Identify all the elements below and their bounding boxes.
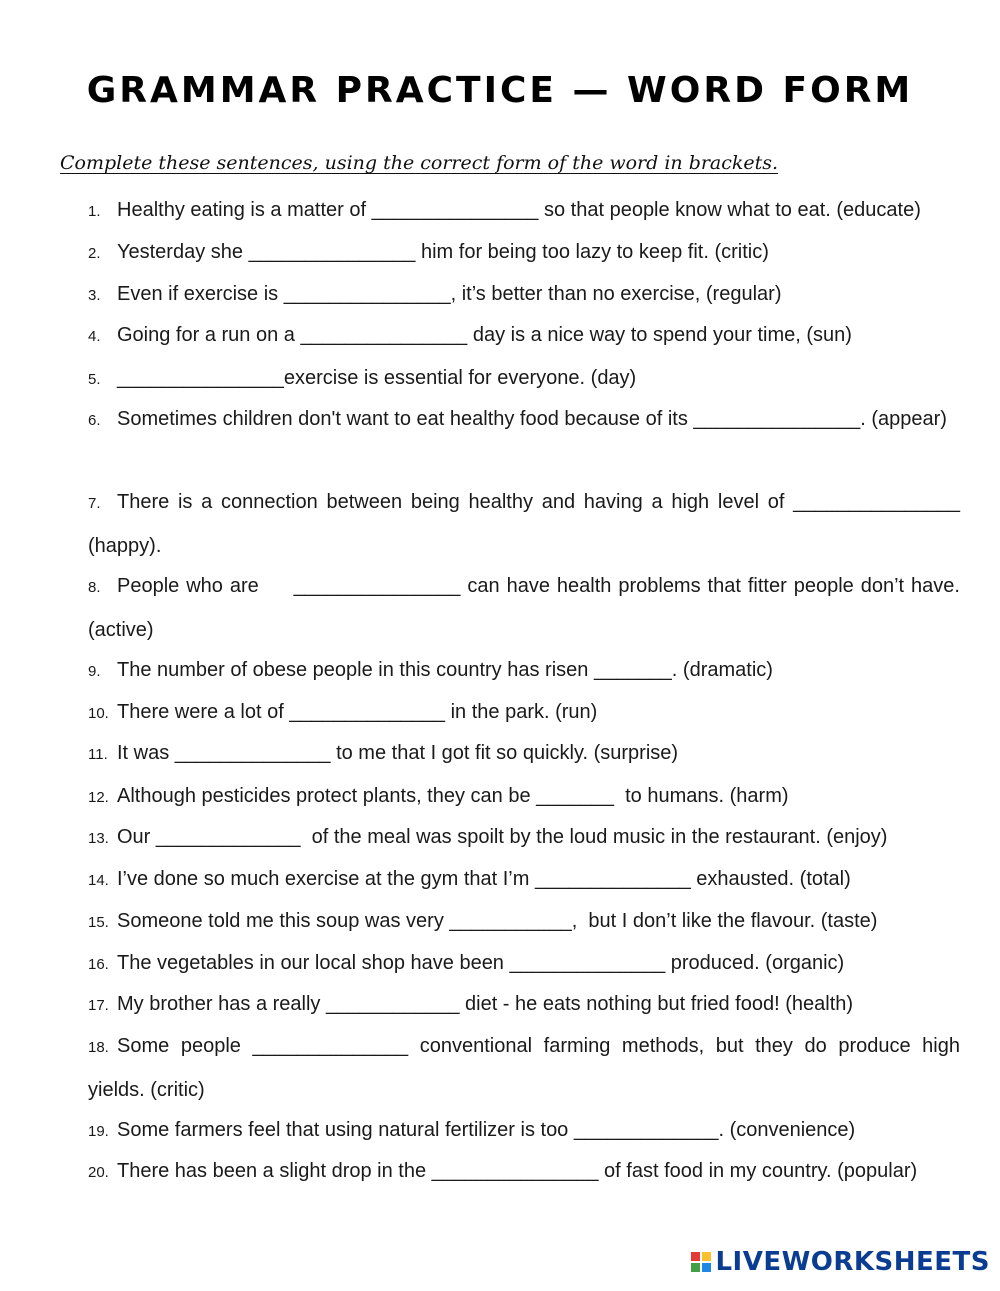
question-text: Sometimes children don't want to eat healthy food because of its _______________. (appear) (117, 408, 947, 430)
question-number: 8. (88, 579, 101, 596)
question-text: The number of obese people in this country has risen _______. (dramatic) (117, 659, 773, 681)
question-text: Healthy eating is a matter of _______________ so that people know what to eat. (educate) (117, 199, 921, 221)
question-20[interactable] (88, 1150, 960, 1194)
question-text: Even if exercise is _______________, it’s better than no exercise, (regular) (117, 283, 782, 305)
logo-block-blue (702, 1263, 711, 1272)
question-text: The vegetables in our local shop have been ______________ produced. (organic) (117, 952, 845, 974)
question-text: Our _____________ of the meal was spoilt by the loud music in the restaurant. (enjoy) (117, 826, 888, 848)
question-text: My brother has a really ____________ diet - he eats nothing but fried food! (health) (117, 993, 854, 1015)
question-6[interactable] (88, 398, 960, 442)
page-title: GRAMMAR PRACTICE — WORD FORM (86, 70, 914, 111)
question-number: 2. (88, 245, 101, 262)
question-text: There were a lot of ______________ in the park. (run) (117, 701, 598, 723)
question-text: People who are _______________ can have health problems that fitter people don’t have. (active) (88, 575, 966, 641)
question-10[interactable] (88, 691, 960, 735)
question-9[interactable] (88, 649, 960, 693)
question-text: Yesterday she _______________ him for being too lazy to keep fit. (critic) (117, 241, 769, 263)
question-11[interactable] (88, 732, 960, 776)
question-number: 5. (88, 371, 101, 388)
question-number: 6. (88, 412, 101, 429)
question-18[interactable] (88, 1025, 966, 1111)
question-3[interactable] (88, 273, 960, 317)
question-text: _______________exercise is essential for everyone. (day) (117, 367, 637, 389)
question-number: 18. (88, 1039, 109, 1056)
question-number: 4. (88, 328, 101, 345)
question-text: Someone told me this soup was very ___________, but I don’t like the flavour. (taste) (117, 910, 878, 932)
question-4[interactable] (88, 314, 960, 358)
question-19[interactable] (88, 1109, 960, 1153)
question-text: I’ve done so much exercise at the gym that I’m ______________ exhausted. (total) (117, 868, 851, 890)
question-12[interactable] (88, 775, 960, 819)
question-7[interactable] (88, 481, 966, 567)
question-17[interactable] (88, 983, 960, 1027)
question-13[interactable] (88, 816, 960, 860)
logo-blocks-icon (691, 1252, 711, 1272)
question-number: 17. (88, 997, 109, 1014)
question-15[interactable] (88, 900, 960, 944)
question-number: 11. (88, 746, 108, 763)
question-number: 9. (88, 663, 101, 680)
question-text: Going for a run on a _______________ day is a nice way to spend your time, (sun) (117, 324, 852, 346)
question-text: Some people ______________ conventional farming methods, but they do produce high yields. (critic) (88, 1035, 966, 1101)
question-2[interactable] (88, 231, 960, 275)
question-number: 12. (88, 789, 109, 806)
question-number: 15. (88, 914, 109, 931)
question-text: Although pesticides protect plants, they can be _______ to humans. (harm) (117, 785, 789, 807)
logo-block-red (691, 1252, 700, 1261)
logo-text: LIVEWORKSHEETS (715, 1247, 990, 1277)
question-number: 19. (88, 1123, 109, 1140)
question-number: 3. (88, 287, 101, 304)
liveworksheets-logo (691, 1247, 990, 1277)
question-text: Some farmers feel that using natural fertilizer is too _____________. (convenience) (117, 1119, 856, 1141)
instructions: Complete these sentences, using the correct form of the word in brackets. (60, 152, 779, 174)
question-text: There is a connection between being healthy and having a high level of _______________ (happy). (88, 491, 966, 557)
question-number: 16. (88, 956, 109, 973)
logo-block-yellow (702, 1252, 711, 1261)
question-number: 10. (88, 705, 109, 722)
question-text: It was ______________ to me that I got fit so quickly. (surprise) (117, 742, 679, 764)
question-8[interactable] (88, 565, 966, 651)
question-text: There has been a slight drop in the _______________ of fast food in my country. (popular) (117, 1160, 918, 1182)
question-1[interactable] (88, 189, 960, 233)
question-number: 13. (88, 830, 109, 847)
question-number: 1. (88, 203, 101, 220)
question-number: 7. (88, 495, 101, 512)
question-14[interactable] (88, 858, 960, 902)
question-5[interactable] (88, 357, 960, 401)
question-number: 20. (88, 1164, 109, 1181)
question-number: 14. (88, 872, 109, 889)
question-16[interactable] (88, 942, 960, 986)
logo-block-green (691, 1263, 700, 1272)
